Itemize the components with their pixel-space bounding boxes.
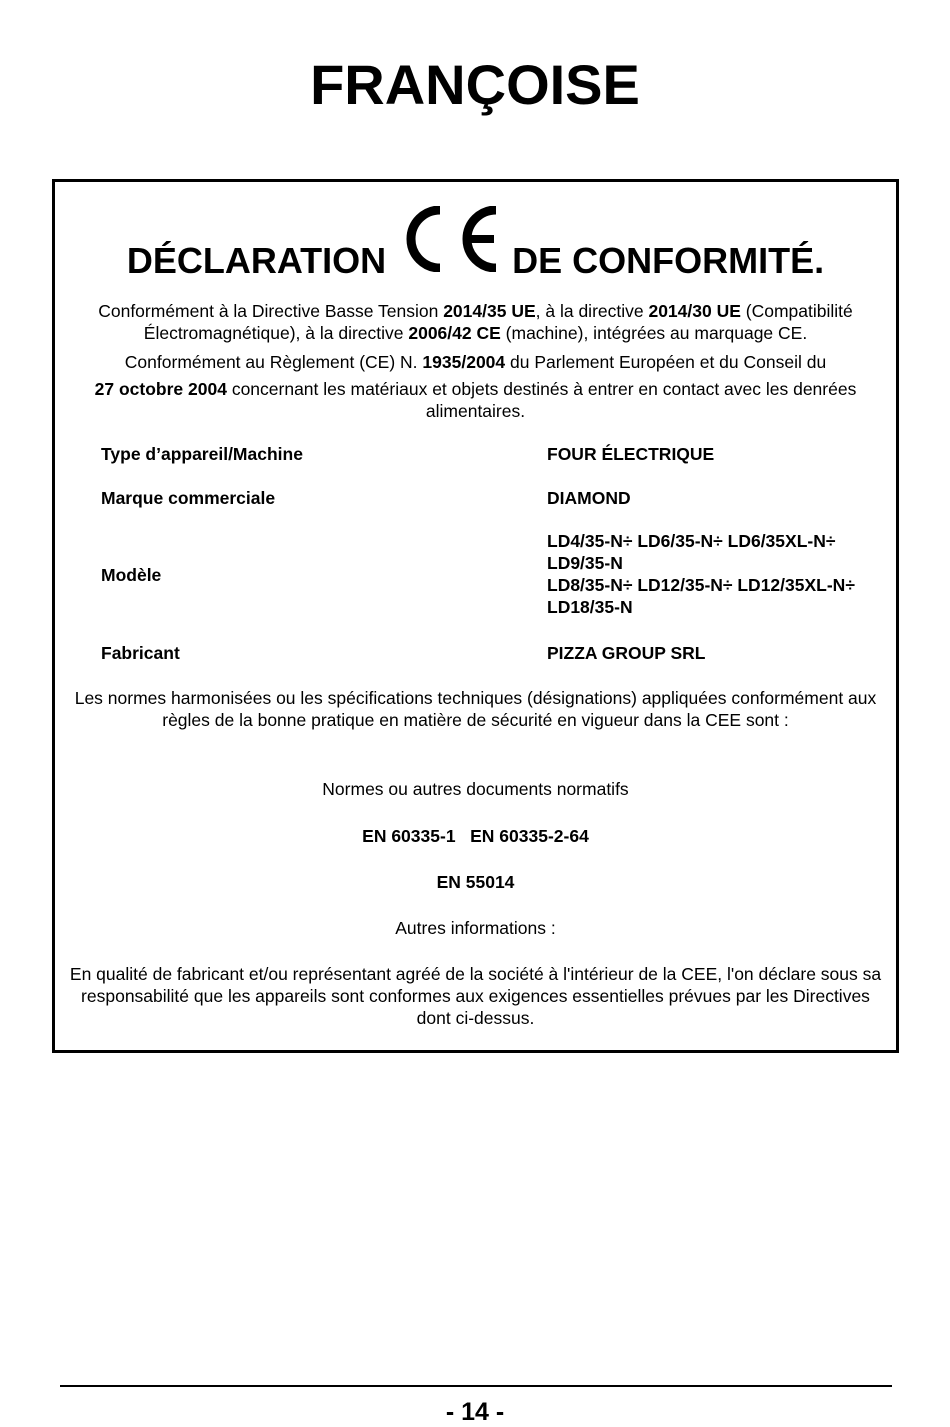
- maker-label: Fabricant: [101, 643, 180, 663]
- declaration-heading: [55, 206, 896, 281]
- intro-text: du Parlement Européen et du Conseil du: [505, 352, 827, 372]
- heading-left: DÉCLARATION: [126, 240, 387, 281]
- norms-line: EN 60335-1 EN 60335-2-64: [362, 826, 589, 846]
- closing-statement: En qualité de fabricant et/ou représentant agréé de la société à l'intérieur de la CEE, l'on déclare sous sa responsabilité que les appareils sont conformes aux exigences essentielles prévues par les Directives dont ci-dessus.: [69, 964, 882, 1028]
- type-label: Type d’appareil/Machine: [101, 444, 303, 464]
- model-label: Modèle: [101, 565, 162, 585]
- intro-text: (Compatibilité Électromagnétique), à la directive: [143, 301, 853, 343]
- model-value: [547, 530, 892, 618]
- regulation-number: 1935/2004: [422, 352, 506, 372]
- brand-value: DIAMOND: [547, 488, 631, 508]
- brand-label: Marque commerciale: [101, 488, 276, 508]
- declaration-box: [52, 179, 899, 1053]
- model-line: LD8/35-N÷ LD12/35-N÷ LD12/35XL-N÷: [547, 575, 855, 595]
- heading-right: DE CONFORMITÉ.: [512, 240, 825, 281]
- type-value: FOUR ÉLECTRIQUE: [547, 444, 715, 464]
- intro-text: concernant les matériaux et objets destinés à entrer en contact avec les denrées alimentaires.: [226, 379, 857, 421]
- regulation-date: 27 octobre 2004: [94, 379, 227, 399]
- directive-emc: 2014/30 UE: [648, 301, 741, 321]
- model-line: LD4/35-N÷ LD6/35-N÷ LD6/35XL-N÷: [547, 531, 836, 551]
- model-line: LD18/35-N: [547, 597, 633, 617]
- norms-line: EN 55014: [436, 872, 515, 892]
- intro-text: (machine), intégrées au marquage CE.: [500, 323, 808, 343]
- page-title: FRANÇOISE: [310, 53, 640, 116]
- intro-text: Conformément au Règlement (CE) N.: [124, 352, 423, 372]
- intro-directives: [63, 300, 888, 344]
- other-info-label: Autres informations :: [395, 918, 556, 938]
- intro-text: Conformément à la Directive Basse Tension: [98, 301, 444, 321]
- directive-lvd: 2014/35 UE: [443, 301, 536, 321]
- norms-heading: Normes ou autres documents normatifs: [322, 779, 629, 799]
- maker-value: PIZZA GROUP SRL: [547, 643, 706, 663]
- footer-divider: [60, 1385, 892, 1387]
- ce-mark-icon: [400, 206, 502, 281]
- model-line: LD9/35-N: [547, 553, 623, 573]
- intro-regulation: [63, 351, 888, 373]
- page-number: - 14 -: [445, 1398, 505, 1426]
- norms-intro: Les normes harmonisées ou les spécifications techniques (désignations) appliquées conformément aux règles de la bonne pratique en matière de sécurité en vigueur dans la CEE sont :: [74, 688, 877, 730]
- directive-machinery: 2006/42 CE: [408, 323, 501, 343]
- intro-text: , à la directive: [535, 301, 649, 321]
- intro-date: [63, 378, 888, 422]
